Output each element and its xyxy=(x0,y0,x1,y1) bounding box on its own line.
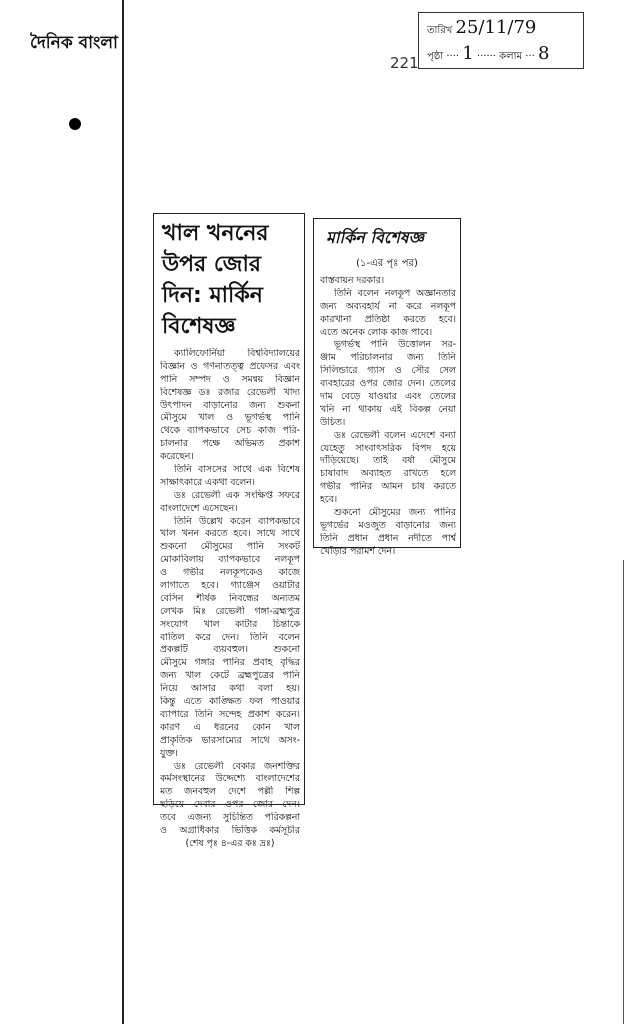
stamp-date-label: তারিখ xyxy=(427,25,453,36)
text-line: খাল খনন করতে হবে। সাথে সাথে xyxy=(160,528,300,540)
headline-line: দিন: মার্কিন xyxy=(162,283,263,308)
text-line: খোঁড়ার পরামর্শ দেন। xyxy=(320,545,396,557)
margin-line xyxy=(122,0,124,1024)
text-line: ভূগর্ভের মওজুত বাড়ানোর জন্য xyxy=(320,519,456,531)
text-line: ডঃ রেভেলী বলেন এদেশে বন্যা xyxy=(334,429,456,441)
text-line: উচিত। xyxy=(320,416,346,428)
stamp-date-value: 25/11/79 xyxy=(455,17,537,38)
date-stamp: তারিখ 25/11/79 পৃষ্ঠা ···· 1 ······ কলাম ··· 8 xyxy=(418,12,584,69)
text-line: প্রাকৃতিক ভারসাম্যের সাথে অসং- xyxy=(160,734,300,746)
text-line: গভীর পানির আমন চাষ করতে xyxy=(320,481,456,493)
text-line: যুক্ত। xyxy=(160,747,178,759)
text-line: জন্য খাল কেটে ব্রহ্মপুত্রের পানি xyxy=(160,670,300,682)
text-line: পানি সম্পদ ও সমন্বয় বিজ্ঞান xyxy=(160,373,300,385)
text-line: তিনি প্রধান প্রধান নদীতে পার্শ্ব xyxy=(320,532,456,544)
newspaper-name: দৈনিক বাংলা xyxy=(30,33,118,53)
text-line: ও গভীর নলকূপকেও কাজে xyxy=(160,567,300,579)
text-line: কিন্তু এতে কাঙ্ক্ষিত ফল পাওয়ার xyxy=(160,696,300,708)
text-line: ডঃ রেভেলী এক সংক্ষিপ্ত সফরে xyxy=(174,489,300,501)
text-line: দাঁড়িয়েছে। তাই বর্ষা মৌসুমে xyxy=(320,455,456,467)
text-line: (শেষ পৃঃ ৪-এর কঃ দ্রঃ) xyxy=(185,837,275,849)
text-line: মোকাবিলায় ব্যাপকভাবে নলকূপ xyxy=(160,554,300,566)
text-line: লাগাতে হবে। গ্যাঞ্জেস ওয়াটার xyxy=(160,580,300,592)
headline-line: উপর জোর xyxy=(162,252,261,277)
text-line: প্রকল্পটি ব্যয়বহুল। শুকনো xyxy=(160,644,300,656)
text-line: হবে। xyxy=(320,494,338,506)
headline-line: খাল খননের xyxy=(162,221,269,246)
text-line: বিশেষজ্ঞ ডঃ রজার রেভেলী খাদ্য xyxy=(160,386,300,398)
article-body xyxy=(154,348,304,851)
text-line: বিজ্ঞান ও গণনাতত্ত্ব প্রফেসর এবং xyxy=(160,360,300,372)
text-line: সংযোগ খাল কাটার চিন্তাকে xyxy=(160,618,300,630)
text-line: ও অগ্রাধিকার ভিত্তিক কর্মসূচীর xyxy=(160,824,300,836)
text-line: জন্য অব্যবহার্য না করে নলকূপ xyxy=(320,300,456,312)
text-line: করেছেন। xyxy=(160,451,194,463)
text-line: মত জনবহুল দেশে পল্লী শিল্প xyxy=(160,786,300,798)
stamp-page-value: 1 xyxy=(462,43,474,64)
text-line: উৎপাদন বাড়ানোর জন্য শুকনা xyxy=(160,399,300,411)
text-line: থেকে ব্যাপকভাবে সেচ কাজ পরি- xyxy=(160,425,300,437)
text-line: তবে এজন্য সুচিন্তিত পরিকল্পনা xyxy=(160,812,300,824)
stamp-column-label: কলাম xyxy=(499,51,523,62)
page-edge-line xyxy=(623,560,624,1024)
headline xyxy=(154,214,304,342)
text-line: বেসিন শীর্ষক নিবন্ধের অন্যতম xyxy=(160,592,300,604)
article-body xyxy=(314,275,460,559)
text-line: কারণ এ ধরনের কোন খাল xyxy=(160,721,300,733)
stamp-column-value: 8 xyxy=(537,43,550,64)
text-line: সিলিন্ডারে গ্যাস ও সৌর সেল xyxy=(320,365,456,377)
text-line: মৌসুমে খাল ও ভূগর্ভস্থ পানি xyxy=(160,412,300,424)
text-line: লেখক মিঃ রেভেলী গঙ্গা-ব্রহ্মপুত্র xyxy=(160,605,300,617)
reference-number: 221 xyxy=(390,54,419,72)
text-line: চালনার পক্ষে অভিমত প্রকাশ xyxy=(160,438,300,450)
text-line: শুকনো মৌসুমের পানি সংকট xyxy=(160,541,300,553)
text-line: বাংলাদেশে এসেছেন। xyxy=(160,502,238,514)
stamp-page-label: পৃষ্ঠা xyxy=(427,51,444,62)
text-line: সাক্ষাৎকারে একথা বলেন। xyxy=(160,476,255,488)
text-line: শুকনো মৌসুমের জন্য পানির xyxy=(334,507,456,519)
text-line: তিনি বলেন নলকূপ অজ্ঞানতার xyxy=(334,287,456,299)
text-line: ক্যালিফোর্নিয়া বিশ্ববিদ্যালয়ের xyxy=(174,348,300,359)
text-line: মৌসুমে গঙ্গার পানির প্রবাহ বৃদ্ধির xyxy=(160,657,300,669)
headline-line: বিশেষজ্ঞ xyxy=(162,314,236,339)
text-line: তিনি বাসসের সাথে এক বিশেষ xyxy=(174,464,300,476)
continuation-headline: মার্কিন বিশেষজ্ঞ xyxy=(326,228,424,247)
text-line: ব্যাপারে তিনি সন্দেহ প্রকাশ করেন। xyxy=(160,708,300,720)
text-line: কারখানা প্রতিষ্ঠা করতে হবে। xyxy=(320,313,456,325)
text-line: চাষাবাদ অব্যাহত রাখতে হলে xyxy=(320,468,456,480)
text-line: তিনি উল্লেখ করেন ব্যাপকভাবে xyxy=(174,515,300,527)
text-line: ব্যবহারের ওপর জোর দেন। তেলের xyxy=(320,378,456,390)
text-line: ছড়িয়ে দেবার ওপর জোর দেন। xyxy=(160,799,300,811)
text-line: খনি না থাকায় এই বিকল্প নেয়া xyxy=(320,403,456,415)
text-line: ভূগর্ভস্থ পানি উত্তোলন সর- xyxy=(334,339,456,351)
text-line: কর্মসংস্থানের উদ্দেশ্যে বাংলাদেশের xyxy=(160,773,300,785)
text-line: এতে অনেক লোক কাজ পাবে। xyxy=(320,326,433,338)
text-line: বাস্তবায়ন দরকার। xyxy=(320,275,385,286)
text-line: নিয়ে আসার কথা বলা হয়। xyxy=(160,683,300,695)
news-clipping-continuation xyxy=(313,218,461,557)
text-line: বাতিল করে দেন। তিনি বলেন xyxy=(160,631,300,643)
news-clipping-main xyxy=(153,213,305,849)
text-line: ঞ্জাম পরিচালনার জন্য তিনি xyxy=(320,352,456,364)
continuation-note: (১-এর পৃঃ পর) xyxy=(356,258,418,269)
text-line: দাম বেড়ে যাওয়ার এবং তেলের xyxy=(320,391,456,403)
punch-hole-mark xyxy=(69,118,81,130)
text-line: ডঃ রেভেলী বেকার জনশক্তির xyxy=(174,760,300,772)
text-line: যেহেতু সাংবাৎসরিক বিপদ হয়ে xyxy=(320,442,456,454)
